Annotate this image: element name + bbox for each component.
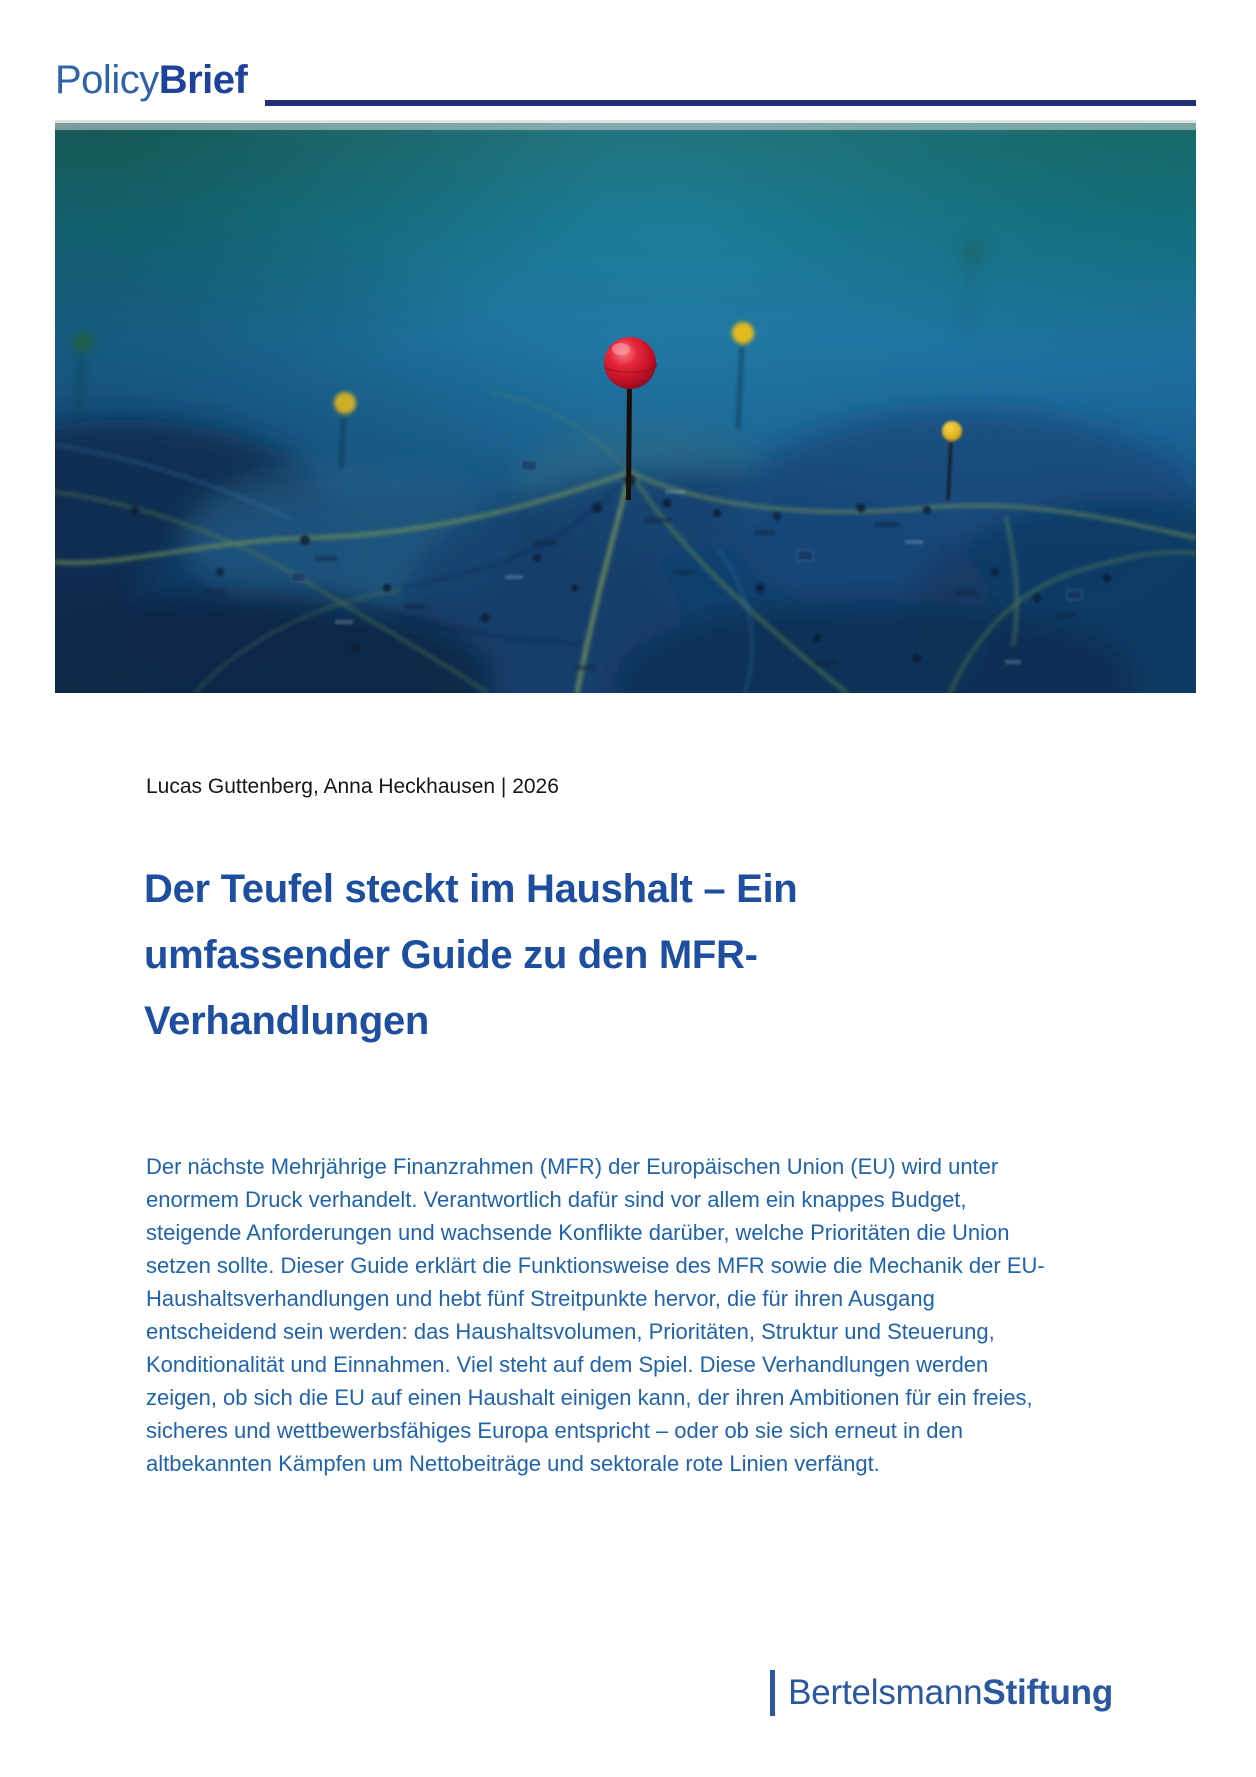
logo-policy-text: Policy [55,58,159,102]
header-rule [265,100,1196,106]
bertelsmann-stiftung-logo [788,1670,1113,1716]
map-pins-illustration [55,120,1196,693]
title-line-2: umfassender Guide zu den MFR- [144,933,758,977]
logo-brief-text: Brief [158,58,248,102]
title-line-1: Der Teufel steckt im Haushalt – Ein [144,867,798,911]
bertelsmann-logo-bar [770,1670,775,1716]
map-terrain [55,410,1196,693]
footer-logo-regular: Bertelsmann [788,1673,983,1712]
policybrief-logo [55,56,247,104]
author-byline: Lucas Guttenberg, Anna Heckhausen | 2026 [146,775,559,798]
page-title [144,856,1064,1054]
abstract-paragraph: Der nächste Mehrjährige Finanzrahmen (MFR) der Europäischen Union (EU) wird unter enormem Druck verhandelt. Verantwortlich dafür sind vor allem ein knappes Budget, steigende Anforderungen und wachsende Konflikte darüber, welche Prioritäten die Union setzen sollte. Dieser Guide erklärt die Funktionsweise des MFR sowie die Mechanik der EU-Haushaltsverhandlungen und hebt fünf Streitpunkte hervor, die für ihren Ausgang entscheidend sein werden: das Haushaltsvolumen, Prioritäten, Struktur und Steuerung, Konditionalität und Einnahmen. Viel steht auf dem Spiel. Diese Verhandlungen werden zeigen, ob sich die EU auf einen Haushalt einigen kann, der ihren Ambitionen für ein freies, sicheres und wettbewerbsfähiges Europa entspricht – oder ob sie sich erneut in den altbekannten Kämpfen um Nettobeiträge und sektorale rote Linien verfängt. [146,1154,1045,1476]
footer [0,1670,1113,1716]
hero-image-map-pins [55,120,1196,693]
footer-logo-bold: Stiftung [982,1673,1113,1712]
title-line-3: Verhandlungen [144,999,430,1043]
